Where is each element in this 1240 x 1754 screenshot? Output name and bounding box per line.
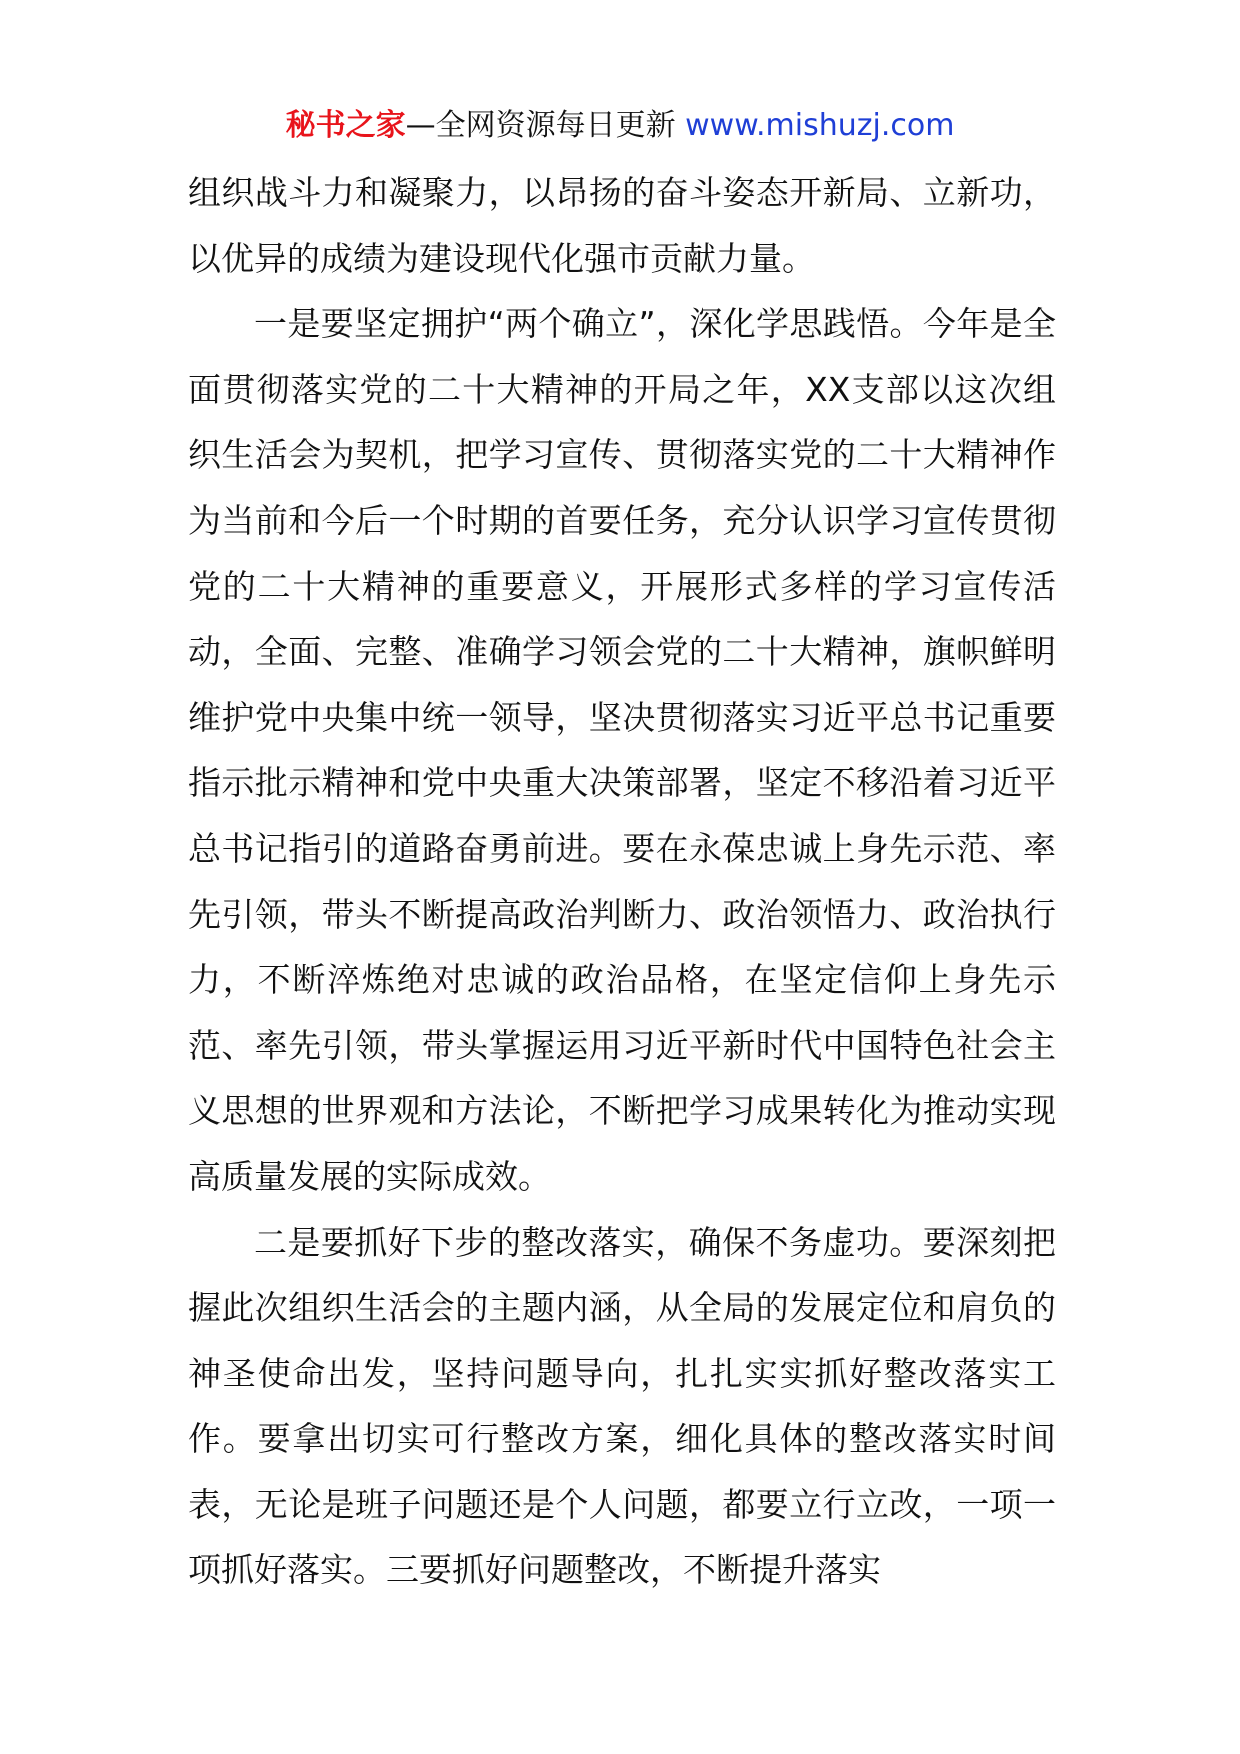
brand-name: 秘书之家 (285, 108, 406, 143)
document-body (188, 160, 1056, 1603)
header-slogan: —全网资源每日更新 (405, 108, 686, 143)
paragraph-point-two: 二是要抓好下步的整改落实，确保不务虚功。要深刻把握此次组织生活会的主题内涵，从全局的发展定位和肩负的神圣使命出发，坚持问题导向，扎扎实实抓好整改落实工作。要拿出切实可行整改方案，细化具体的整改落实时间表，无论是班子问题还是个人问题，都要立行立改，一项一项抓好落实。三要抓好问题整改，不断提升落实 (188, 1222, 1056, 1590)
website-url[interactable]: www.mishuzj.com (685, 108, 955, 143)
paragraph-point-one: 一是要坚定拥护“两个确立”，深化学思践悟。今年是全面贯彻落实党的二十大精神的开局之年，XX支部以这次组织生活会为契机，把学习宣传、贯彻落实党的二十大精神作为当前和今后一个时期的首要任务，充分认识学习宣传贯彻党的二十大精神的重要意义，开展形式多样的学习宣传活动，全面、完整、准确学习领会党的二十大精神，旗帜鲜明维护党中央集中统一领导，坚决贯彻落实习近平总书记重要指示批示精神和党中央重大决策部署，坚定不移沿着习近平总书记指引的道路奋勇前进。要在永葆忠诚上身先示范、率先引领，带头不断提高政治判断力、政治领悟力、政治执行力，不断淬炼绝对忠诚的政治品格，在坚定信仰上身先示范、率先引领，带头掌握运用习近平新时代中国特色社会主义思想的世界观和方法论，不断把学习成果转化为推动实现高质量发展的实际成效。 (188, 304, 1056, 1196)
paragraph-continuation: 组织战斗力和凝聚力，以昂扬的奋斗姿态开新局、立新功，以优异的成绩为建设现代化强市贡献力量。 (188, 173, 1056, 278)
page-header (0, 104, 1240, 148)
